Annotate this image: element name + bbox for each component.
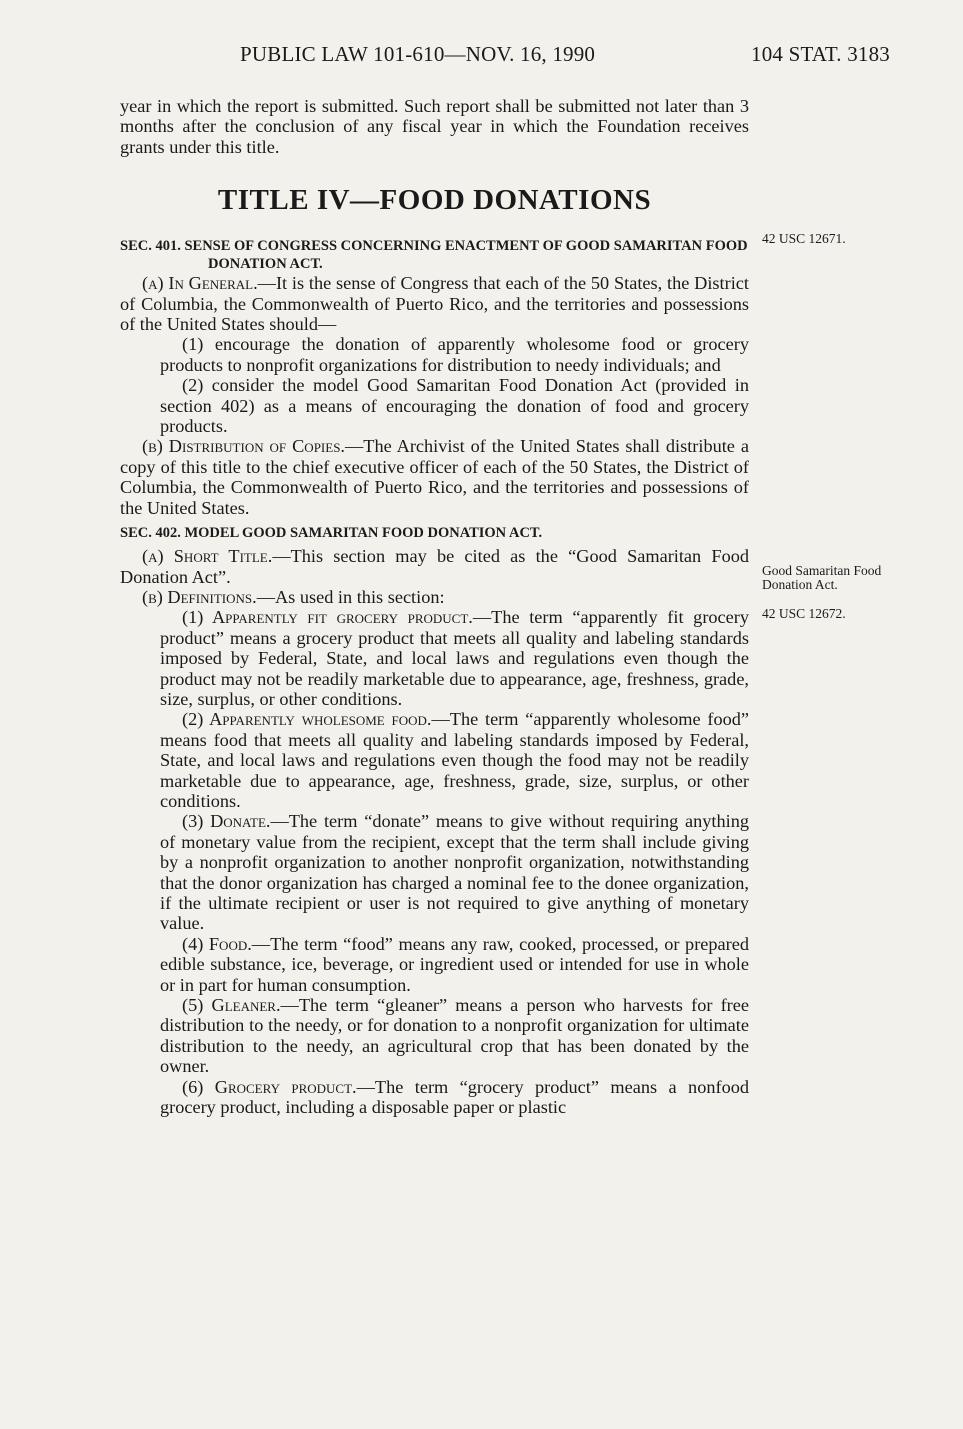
sec401-b — [120, 436, 749, 518]
statute-page-number: 104 STAT. 3183 — [751, 42, 890, 66]
definition-label: (6) Grocery product. — [182, 1076, 357, 1097]
intro-paragraph: year in which the report is submitted. Such report shall be submitted not later than 3 months after the conclusion of any fiscal year in which the Foundation receives grants under this title. — [120, 96, 749, 157]
definition-5 — [120, 995, 749, 1077]
sec401-a-text: —It is the sense of Congress that each of the 50 States, the District of Columbia, the Commonwealth of Puerto Rico, and the territories and possessions of the United States should— — [120, 273, 749, 335]
definition-label: (3) Donate. — [182, 811, 271, 832]
definition-text: —The term “apparently fit grocery product” means a grocery product that meets all quality and labeling standards imposed by Federal, State, and local laws and regulations even though the product may not be readily marketable due to appearance, age, freshness, grade, size, surplus, or other conditions. — [160, 607, 750, 709]
public-law-citation: PUBLIC LAW 101-610—NOV. 16, 1990 — [240, 42, 596, 66]
definition-6 — [120, 1077, 749, 1118]
sec401-a-label: (a) In General. — [142, 273, 258, 294]
sec402-heading: SEC. 402. MODEL GOOD SAMARITAN FOOD DONATION ACT. — [120, 525, 543, 542]
sec401-a1: (1) encourage the donation of apparently wholesome food or grocery products to nonprofit organizations for distribution to needy individuals; and — [160, 334, 749, 375]
sec402-a — [120, 546, 749, 587]
sec402-b-label: (b) Definitions. — [142, 586, 257, 607]
sec401-heading: SEC. 401. SENSE OF CONGRESS CONCERNING ENACTMENT OF GOOD SAMARITAN FOOD DONATION ACT. — [120, 238, 748, 273]
sec401-a2: (2) consider the model Good Samaritan Food Donation Act (provided in section 402) as a means of encouraging the donation of food and grocery products. — [160, 375, 749, 437]
definition-1 — [120, 607, 749, 709]
margin-note-sec401: 42 USC 12671. — [762, 231, 846, 246]
definition-label: (1) Apparently fit grocery product. — [182, 607, 473, 628]
sec401-b-text: —The Archivist of the United States shall distribute a copy of this title to the chief executive officer of each of the 50 States, the District of Columbia, the Commonwealth of Puerto Rico, and the territories and possessions of the United States. — [120, 436, 749, 518]
sec402-b-text: —As used in this section: — [256, 586, 445, 607]
definition-text: —The term “donate” means to give without requiring anything of monetary value from the recipient, except that the term shall include giving by a nonprofit organization to another nonprofit organization, notwithstanding that the donor organization has charged a nominal fee to the donee organization, if the ultimate recipient or user is not required to give anything of monetary value. — [160, 811, 750, 934]
definition-label: (5) Gleaner. — [182, 995, 281, 1016]
sec402-b — [120, 587, 749, 607]
definition-label: (4) Food. — [182, 933, 252, 954]
sec401-a — [120, 273, 749, 334]
margin-note-sec402-act: Good Samaritan Food Donation Act. — [762, 563, 882, 592]
margin-note-sec402-usc: 42 USC 12672. — [762, 606, 846, 621]
definition-text: —The term “food” means any raw, cooked, processed, or prepared edible substance, ice, beverage, or ingredient used or intended for use in whole or in part for human consumption. — [160, 933, 749, 995]
definition-text: —The term “grocery product” means a nonfood grocery product, including a disposable paper or plastic — [160, 1076, 749, 1118]
definition-2 — [120, 709, 749, 811]
sec401-b-label: (b) Distribution of Copies. — [142, 436, 345, 457]
sec402-a-text: —This section may be cited as the “Good Samaritan Food Donation Act”. — [120, 546, 749, 587]
definition-4 — [120, 934, 749, 995]
title-heading: TITLE IV—FOOD DONATIONS — [217, 184, 652, 217]
definition-text: —The term “apparently wholesome food” means food that meets all quality and labeling standards imposed by Federal, State, and local laws and regulations even though the food may not be readily marketable due to appearance, age, freshness, grade, size, surplus, or other conditions. — [160, 709, 749, 811]
definition-3 — [120, 811, 749, 933]
definition-text: —The term “gleaner” means a person who harvests for free distribution to the needy, or for donation to a nonprofit organization for ultimate distribution to the needy, an agricultural crop that has been donated by the owner. — [160, 995, 749, 1077]
document-body — [120, 96, 749, 1117]
sec402-a-label: (a) Short Title. — [142, 546, 273, 567]
definition-label: (2) Apparently wholesome food. — [182, 709, 432, 730]
